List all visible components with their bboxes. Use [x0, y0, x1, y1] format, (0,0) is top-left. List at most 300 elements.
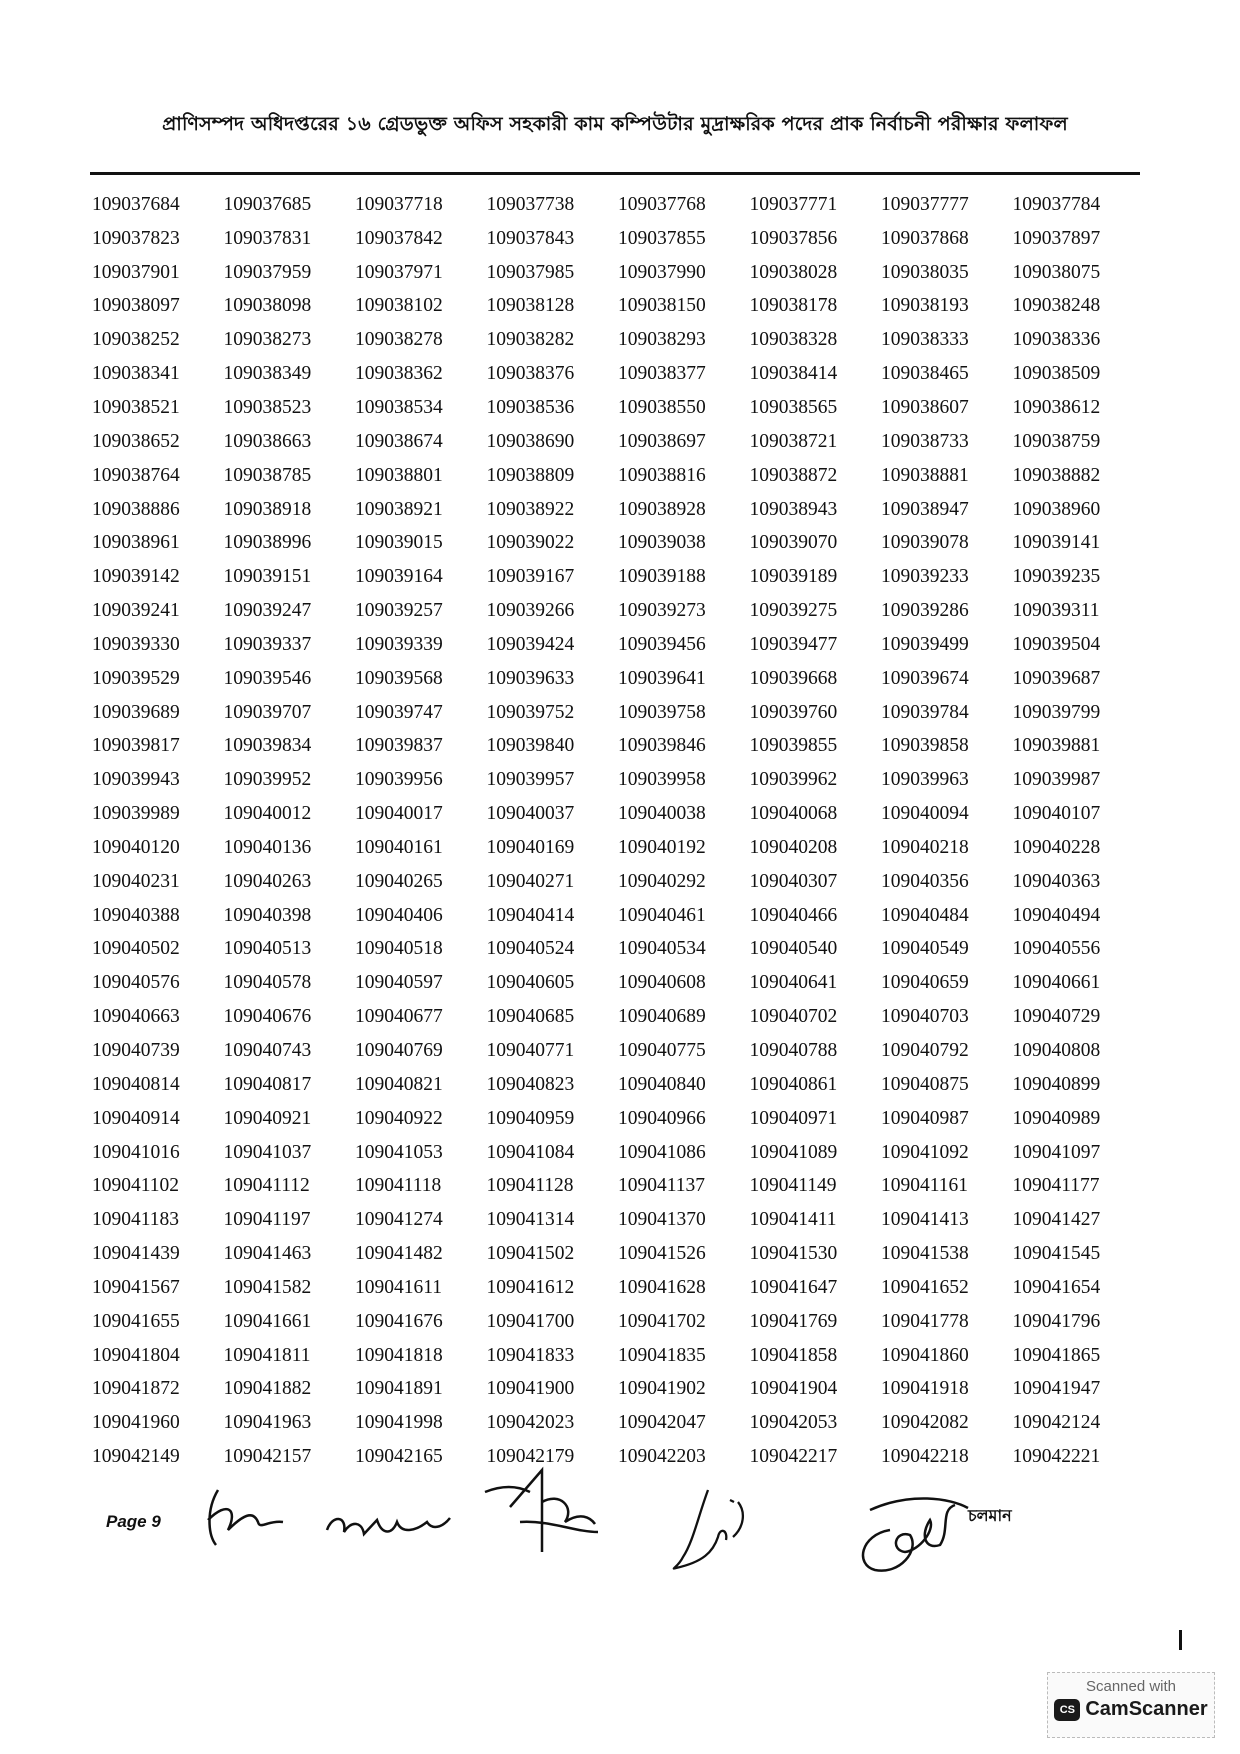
roll-number: 109038759 [1012, 430, 1101, 452]
roll-number: 109038362 [355, 363, 443, 385]
roll-number: 109039834 [223, 735, 312, 757]
roll-number: 109038872 [749, 464, 838, 486]
roll-number: 109041092 [881, 1141, 969, 1163]
roll-number: 109039275 [749, 600, 838, 622]
roll-number: 109039687 [1012, 667, 1101, 689]
roll-number: 109038721 [749, 430, 838, 452]
roll-number: 109039151 [223, 566, 312, 588]
roll-number: 109038376 [486, 363, 575, 385]
roll-number: 109042053 [749, 1412, 838, 1434]
roll-number: 109040037 [486, 803, 575, 825]
roll-number: 109039504 [1012, 633, 1101, 655]
roll-number: 109040502 [92, 938, 180, 960]
roll-number: 109041149 [749, 1175, 837, 1197]
result-row [92, 1000, 1144, 1034]
roll-number: 109039758 [618, 701, 706, 723]
roll-number: 109038801 [355, 464, 443, 486]
roll-number: 109040120 [92, 836, 180, 858]
roll-number: 109041161 [881, 1175, 969, 1197]
roll-number: 109040899 [1012, 1073, 1101, 1095]
result-row [92, 222, 1144, 256]
result-row [92, 730, 1144, 764]
roll-number: 109040608 [618, 972, 706, 994]
roll-number: 109042023 [486, 1412, 575, 1434]
roll-number: 109041902 [618, 1378, 706, 1400]
roll-number: 109041084 [486, 1141, 575, 1163]
roll-number: 109040107 [1012, 803, 1101, 825]
roll-number: 109040661 [1012, 972, 1101, 994]
roll-number: 109040038 [618, 803, 706, 825]
roll-number: 109039881 [1012, 735, 1101, 757]
roll-number: 109039668 [749, 667, 838, 689]
roll-number: 109038960 [1012, 498, 1101, 520]
roll-number: 109039477 [749, 633, 838, 655]
result-row [92, 1406, 1144, 1440]
result-row [92, 594, 1144, 628]
roll-number: 109040534 [618, 938, 706, 960]
roll-number: 109037718 [355, 193, 443, 215]
result-row [92, 188, 1144, 222]
roll-number: 109041900 [486, 1378, 575, 1400]
roll-number: 109038341 [92, 363, 180, 385]
roll-number: 109038607 [881, 396, 969, 418]
roll-number: 109040989 [1012, 1107, 1101, 1129]
roll-number: 109041882 [223, 1378, 312, 1400]
roll-number: 109039266 [486, 600, 575, 622]
roll-number: 109040556 [1012, 938, 1101, 960]
roll-number: 109041016 [92, 1141, 180, 1163]
roll-number: 109041526 [618, 1243, 706, 1265]
roll-number: 109041097 [1012, 1141, 1101, 1163]
roll-number: 109042218 [881, 1446, 969, 1468]
watermark-brand: CamScanner [1085, 1698, 1208, 1720]
roll-number: 109039167 [486, 566, 575, 588]
roll-number: 109039141 [1012, 532, 1101, 554]
result-row [92, 256, 1144, 290]
roll-number: 109039943 [92, 769, 180, 791]
roll-number: 109040605 [486, 972, 575, 994]
roll-number: 109041612 [486, 1276, 575, 1298]
roll-number: 109040363 [1012, 870, 1101, 892]
roll-number: 109040597 [355, 972, 443, 994]
roll-number: 109037831 [223, 227, 312, 249]
signature-5 [850, 1490, 970, 1580]
roll-number: 109042124 [1012, 1412, 1101, 1434]
roll-number: 109040702 [749, 1006, 838, 1028]
roll-number: 109041197 [223, 1209, 311, 1231]
roll-number: 109041655 [92, 1310, 180, 1332]
roll-number: 109039837 [355, 735, 443, 757]
roll-number: 109037985 [486, 261, 575, 283]
result-row [92, 1102, 1144, 1136]
roll-number: 109040792 [881, 1040, 969, 1062]
roll-number: 109038028 [749, 261, 838, 283]
roll-number: 109038521 [92, 396, 180, 418]
roll-number: 109039164 [355, 566, 443, 588]
roll-number: 109040689 [618, 1006, 706, 1028]
roll-number: 109041183 [92, 1209, 180, 1231]
roll-number: 109039840 [486, 735, 575, 757]
roll-number: 109039070 [749, 532, 838, 554]
roll-number: 109040875 [881, 1073, 969, 1095]
signature-label: চলমান [968, 1506, 1012, 1525]
roll-number: 109041811 [223, 1344, 311, 1366]
roll-number: 109038128 [486, 295, 575, 317]
result-row [92, 560, 1144, 594]
roll-number: 109039339 [355, 633, 443, 655]
roll-number: 109038943 [749, 498, 838, 520]
roll-number: 109039235 [1012, 566, 1101, 588]
roll-number: 109040914 [92, 1107, 180, 1129]
roll-number: 109040861 [749, 1073, 838, 1095]
roll-number: 109039817 [92, 735, 180, 757]
roll-number: 109037990 [618, 261, 706, 283]
roll-number: 109040356 [881, 870, 969, 892]
roll-number: 109038652 [92, 430, 180, 452]
roll-number: 109040641 [749, 972, 838, 994]
roll-number: 109041538 [881, 1243, 969, 1265]
roll-number: 109038098 [223, 295, 312, 317]
result-row [92, 899, 1144, 933]
roll-number: 109038465 [881, 363, 969, 385]
roll-number: 109038996 [223, 532, 312, 554]
roll-number: 109041370 [618, 1209, 706, 1231]
roll-number: 109038273 [223, 329, 312, 351]
signature-2 [322, 1500, 452, 1550]
result-row [92, 1068, 1144, 1102]
roll-number: 109039529 [92, 667, 180, 689]
roll-number: 109038886 [92, 498, 180, 520]
roll-number: 109040663 [92, 1006, 180, 1028]
roll-number: 109041860 [881, 1344, 969, 1366]
roll-number: 109038697 [618, 430, 706, 452]
roll-number: 109040017 [355, 803, 443, 825]
result-row [92, 1339, 1144, 1373]
roll-number: 109041652 [881, 1276, 969, 1298]
roll-number: 109041502 [486, 1243, 575, 1265]
roll-number: 109041833 [486, 1344, 575, 1366]
roll-number: 109039546 [223, 667, 312, 689]
roll-number: 109039987 [1012, 769, 1101, 791]
result-row [92, 526, 1144, 560]
roll-number: 109038690 [486, 430, 575, 452]
roll-number: 109037971 [355, 261, 443, 283]
roll-number: 109038921 [355, 498, 443, 520]
roll-number: 109037842 [355, 227, 443, 249]
roll-number: 109040388 [92, 904, 180, 926]
roll-number: 109041413 [881, 1209, 969, 1231]
roll-number: 109038377 [618, 363, 706, 385]
roll-number: 109038882 [1012, 464, 1101, 486]
roll-number: 109040966 [618, 1107, 706, 1129]
roll-number: 109038178 [749, 295, 838, 317]
result-row [92, 290, 1144, 324]
roll-number: 109042179 [486, 1446, 575, 1468]
roll-number: 109040814 [92, 1073, 180, 1095]
result-row [92, 797, 1144, 831]
roll-number: 109039962 [749, 769, 838, 791]
roll-number: 109038248 [1012, 295, 1101, 317]
roll-number: 109037771 [749, 193, 838, 215]
roll-number: 109038150 [618, 295, 706, 317]
roll-number: 109039963 [881, 769, 969, 791]
roll-number: 109040788 [749, 1040, 838, 1062]
roll-number: 109041804 [92, 1344, 180, 1366]
roll-number: 109041053 [355, 1141, 443, 1163]
roll-number: 109037959 [223, 261, 312, 283]
roll-number: 109041274 [355, 1209, 443, 1231]
roll-number: 109038536 [486, 396, 575, 418]
roll-number: 109040578 [223, 972, 312, 994]
roll-number: 109040414 [486, 904, 575, 926]
roll-number: 109040263 [223, 870, 312, 892]
roll-number: 109040775 [618, 1040, 706, 1062]
result-row [92, 865, 1144, 899]
roll-number: 109040771 [486, 1040, 575, 1062]
roll-number: 109037823 [92, 227, 180, 249]
roll-number: 109039855 [749, 735, 838, 757]
result-row [92, 1203, 1144, 1237]
roll-number: 109040398 [223, 904, 312, 926]
roll-number: 109037738 [486, 193, 575, 215]
result-row [92, 933, 1144, 967]
roll-number: 109039846 [618, 735, 706, 757]
roll-number: 109041177 [1012, 1175, 1100, 1197]
roll-number: 109039499 [881, 633, 969, 655]
roll-number: 109039038 [618, 532, 706, 554]
roll-number: 109041128 [486, 1175, 574, 1197]
page-number: Page 9 [106, 1512, 161, 1531]
roll-number: 109039752 [486, 701, 575, 723]
roll-number: 109040817 [223, 1073, 312, 1095]
roll-number: 109040192 [618, 836, 706, 858]
roll-number: 109040685 [486, 1006, 575, 1028]
roll-number: 109040540 [749, 938, 838, 960]
roll-number: 109038534 [355, 396, 443, 418]
roll-number: 109041411 [749, 1209, 837, 1231]
roll-number: 109039015 [355, 532, 443, 554]
roll-number: 109038278 [355, 329, 443, 351]
roll-number: 109042082 [881, 1412, 969, 1434]
roll-number: 109038509 [1012, 363, 1101, 385]
result-row [92, 1169, 1144, 1203]
roll-number: 109040808 [1012, 1040, 1101, 1062]
roll-number: 109042221 [1012, 1446, 1101, 1468]
roll-number: 109041545 [1012, 1243, 1101, 1265]
roll-number: 109039674 [881, 667, 969, 689]
roll-number: 109041427 [1012, 1209, 1101, 1231]
roll-number: 109040677 [355, 1006, 443, 1028]
roll-number: 109037897 [1012, 227, 1101, 249]
roll-number: 109040484 [881, 904, 969, 926]
roll-number: 109040307 [749, 870, 838, 892]
roll-number: 109041654 [1012, 1276, 1101, 1298]
roll-number: 109039707 [223, 701, 312, 723]
roll-number: 109038612 [1012, 396, 1101, 418]
roll-number: 109040676 [223, 1006, 312, 1028]
roll-number: 109039747 [355, 701, 443, 723]
roll-number: 109039188 [618, 566, 706, 588]
result-row [92, 831, 1144, 865]
roll-number: 109037868 [881, 227, 969, 249]
result-row [92, 1034, 1144, 1068]
roll-number: 109038663 [223, 430, 312, 452]
roll-number: 109039189 [749, 566, 838, 588]
roll-number: 109041700 [486, 1310, 575, 1332]
roll-number: 109042165 [355, 1446, 443, 1468]
roll-number: 109040769 [355, 1040, 443, 1062]
scanner-watermark [1047, 1672, 1215, 1738]
camscanner-logo-icon: CS [1054, 1699, 1080, 1721]
roll-number: 109040518 [355, 938, 443, 960]
roll-number: 109040823 [486, 1073, 575, 1095]
roll-number: 109038785 [223, 464, 312, 486]
roll-number: 109041628 [618, 1276, 706, 1298]
signature-4 [668, 1482, 758, 1572]
roll-number: 109039142 [92, 566, 180, 588]
roll-number: 109041530 [749, 1243, 838, 1265]
roll-number: 109040703 [881, 1006, 969, 1028]
roll-number: 109038809 [486, 464, 575, 486]
edge-mark [1179, 1630, 1182, 1650]
roll-number: 109041037 [223, 1141, 312, 1163]
roll-number: 109040218 [881, 836, 969, 858]
roll-number: 109039022 [486, 532, 575, 554]
result-row [92, 696, 1144, 730]
roll-number: 109039241 [92, 600, 180, 622]
header-divider [90, 172, 1140, 175]
roll-number: 109038733 [881, 430, 969, 452]
roll-number: 109041463 [223, 1243, 312, 1265]
signature-1 [198, 1480, 288, 1550]
roll-number: 109041918 [881, 1378, 969, 1400]
roll-number: 109038336 [1012, 329, 1101, 351]
roll-number: 109039760 [749, 701, 838, 723]
roll-number: 109040231 [92, 870, 180, 892]
roll-number: 109038282 [486, 329, 575, 351]
roll-number: 109037784 [1012, 193, 1101, 215]
roll-number: 109038764 [92, 464, 180, 486]
roll-number: 109041676 [355, 1310, 443, 1332]
roll-number: 109040292 [618, 870, 706, 892]
roll-number: 109039633 [486, 667, 575, 689]
roll-number: 109041998 [355, 1412, 443, 1434]
roll-number: 109040971 [749, 1107, 838, 1129]
roll-number: 109040739 [92, 1040, 180, 1062]
roll-number: 109040012 [223, 803, 312, 825]
roll-number: 109038881 [881, 464, 969, 486]
roll-number: 109040513 [223, 938, 312, 960]
watermark-caption: Scanned with [1085, 1678, 1177, 1695]
roll-number: 109040136 [223, 836, 312, 858]
roll-number: 109039330 [92, 633, 180, 655]
roll-number: 109041769 [749, 1310, 838, 1332]
roll-number: 109038674 [355, 430, 443, 452]
roll-number: 109039456 [618, 633, 706, 655]
roll-number: 109041661 [223, 1310, 312, 1332]
result-row [92, 966, 1144, 1000]
roll-number: 109039952 [223, 769, 312, 791]
roll-number: 109041865 [1012, 1344, 1101, 1366]
roll-number: 109041647 [749, 1276, 838, 1298]
roll-number: 109039641 [618, 667, 706, 689]
roll-number: 109041118 [355, 1175, 442, 1197]
result-row [92, 628, 1144, 662]
roll-number: 109038523 [223, 396, 312, 418]
roll-number: 109041858 [749, 1344, 838, 1366]
roll-number: 109041102 [92, 1175, 180, 1197]
roll-number: 109041089 [749, 1141, 838, 1163]
roll-number: 109039233 [881, 566, 969, 588]
result-row [92, 1305, 1144, 1339]
roll-number: 109038193 [881, 295, 969, 317]
roll-number: 109038961 [92, 532, 180, 554]
results-grid [92, 188, 1144, 1474]
roll-number: 109039311 [1012, 600, 1100, 622]
roll-number: 109041702 [618, 1310, 706, 1332]
roll-number: 109038550 [618, 396, 706, 418]
roll-number: 109037685 [223, 193, 312, 215]
roll-number: 109038565 [749, 396, 838, 418]
roll-number: 109040729 [1012, 1006, 1101, 1028]
roll-number: 109038928 [618, 498, 706, 520]
roll-number: 109039257 [355, 600, 443, 622]
roll-number: 109041963 [223, 1412, 312, 1434]
roll-number: 109039273 [618, 600, 706, 622]
roll-number: 109041904 [749, 1378, 838, 1400]
roll-number: 109038328 [749, 329, 838, 351]
roll-number: 109037843 [486, 227, 575, 249]
roll-number: 109041567 [92, 1276, 180, 1298]
roll-number: 109039689 [92, 701, 180, 723]
roll-number: 109038349 [223, 363, 312, 385]
roll-number: 109037684 [92, 193, 180, 215]
result-row [92, 391, 1144, 425]
result-row [92, 1440, 1144, 1474]
roll-number: 109042157 [223, 1446, 312, 1468]
roll-number: 109041778 [881, 1310, 969, 1332]
roll-number: 109041947 [1012, 1378, 1101, 1400]
roll-number: 109040576 [92, 972, 180, 994]
roll-number: 109038816 [618, 464, 706, 486]
roll-number: 109039799 [1012, 701, 1101, 723]
result-row [92, 323, 1144, 357]
roll-number: 109039958 [618, 769, 706, 791]
roll-number: 109038947 [881, 498, 969, 520]
roll-number: 109041960 [92, 1412, 180, 1434]
roll-number: 109040524 [486, 938, 575, 960]
roll-number: 109040265 [355, 870, 443, 892]
roll-number: 109041818 [355, 1344, 443, 1366]
roll-number: 109042203 [618, 1446, 706, 1468]
roll-number: 109040743 [223, 1040, 312, 1062]
roll-number: 109038293 [618, 329, 706, 351]
result-row [92, 662, 1144, 696]
roll-number: 109040094 [881, 803, 969, 825]
roll-number: 109040161 [355, 836, 443, 858]
roll-number: 109041439 [92, 1243, 180, 1265]
result-row [92, 1373, 1144, 1407]
roll-number: 109037777 [881, 193, 969, 215]
roll-number: 109039078 [881, 532, 969, 554]
roll-number: 109039286 [881, 600, 969, 622]
roll-number: 109039989 [92, 803, 180, 825]
roll-number: 109039956 [355, 769, 443, 791]
page-title: প্রাণিসম্পদ অধিদপ্তরের ১৬ গ্রেডভুক্ত অফিস সহকারী কাম কম্পিউটার মুদ্রাক্ষরিক পদের প্রাক নির্বাচনী পরীক্ষার ফলাফল [162, 113, 1068, 135]
roll-number: 109038102 [355, 295, 443, 317]
roll-number: 109041482 [355, 1243, 443, 1265]
roll-number: 109040922 [355, 1107, 443, 1129]
